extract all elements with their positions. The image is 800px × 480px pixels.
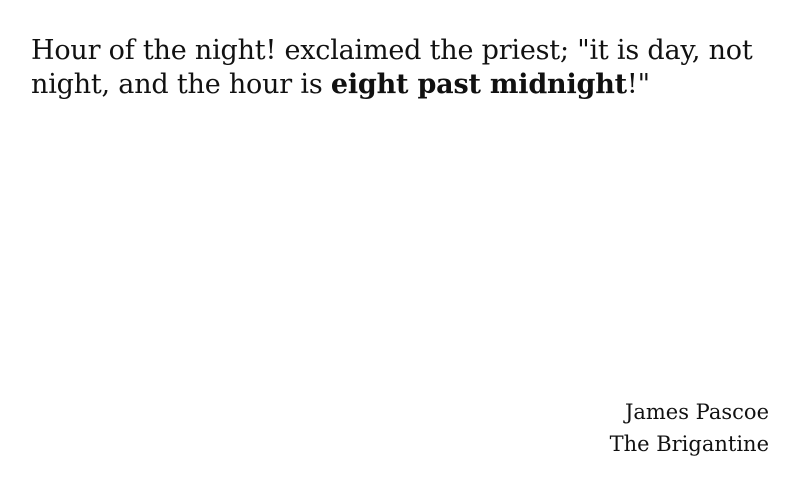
- quote-text-lead: Hour of the night! exclaimed the priest; "it is day, not night, and the hour is: [31, 35, 753, 100]
- author-name: James Pascoe: [624, 400, 769, 424]
- attribution: [610, 396, 769, 460]
- quote-text-tail: !": [626, 69, 650, 100]
- work-title: The Brigantine: [609, 432, 769, 456]
- quote-text: [31, 34, 771, 102]
- quote-time-highlight: eight past midnight: [330, 69, 627, 100]
